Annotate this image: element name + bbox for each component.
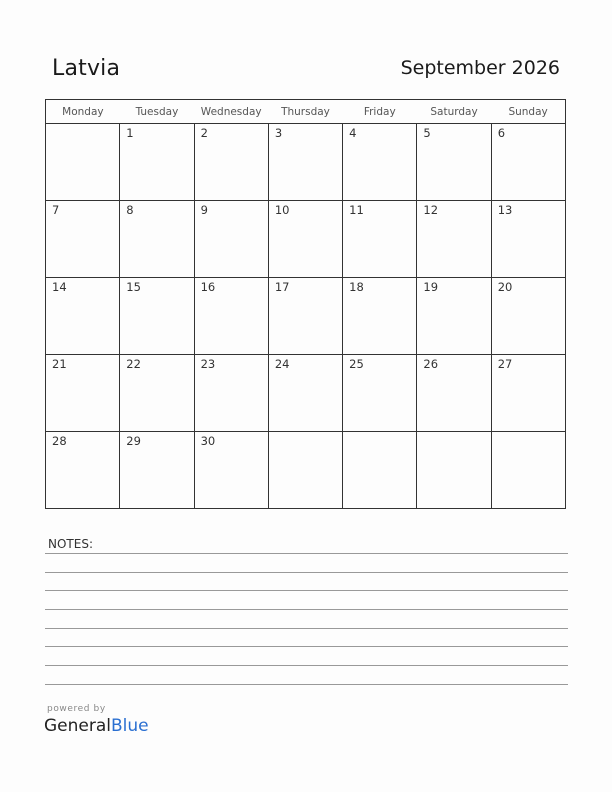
week-row bbox=[46, 201, 566, 278]
note-line bbox=[45, 628, 568, 629]
day-cell bbox=[491, 201, 565, 278]
calendar-grid bbox=[45, 99, 566, 509]
day-number: 26 bbox=[423, 357, 439, 371]
day-number: 13 bbox=[497, 203, 513, 217]
note-line bbox=[45, 665, 568, 666]
day-cell bbox=[46, 432, 120, 509]
day-cell bbox=[194, 201, 268, 278]
note-line bbox=[45, 646, 568, 647]
note-line bbox=[45, 572, 568, 573]
weekday-header: Tuesday bbox=[120, 100, 194, 124]
weekday-header: Saturday bbox=[417, 100, 491, 124]
day-number: 4 bbox=[349, 126, 357, 140]
note-line bbox=[45, 609, 568, 610]
day-cell bbox=[46, 278, 120, 355]
day-cell bbox=[120, 124, 194, 201]
weekday-header: Friday bbox=[343, 100, 417, 124]
day-cell bbox=[343, 278, 417, 355]
note-line bbox=[45, 684, 568, 685]
day-number: 14 bbox=[52, 280, 67, 294]
day-cell bbox=[491, 124, 565, 201]
day-number bbox=[492, 432, 565, 434]
note-line bbox=[45, 590, 568, 591]
day-cell bbox=[194, 278, 268, 355]
day-cell bbox=[194, 355, 268, 432]
day-cell bbox=[194, 432, 268, 509]
day-cell bbox=[120, 355, 194, 432]
day-cell bbox=[343, 432, 417, 509]
day-number: 7 bbox=[52, 203, 60, 217]
day-number: 12 bbox=[423, 203, 439, 217]
day-cell bbox=[491, 278, 565, 355]
week-row bbox=[46, 124, 566, 201]
day-number: 25 bbox=[349, 357, 364, 371]
day-cell bbox=[343, 355, 417, 432]
day-number: 21 bbox=[52, 357, 67, 371]
day-number: 5 bbox=[423, 126, 431, 140]
day-number: 27 bbox=[497, 357, 513, 371]
day-cell bbox=[417, 355, 491, 432]
powered-by-text: powered by bbox=[47, 704, 106, 714]
day-number: 28 bbox=[52, 434, 67, 448]
day-cell bbox=[268, 432, 342, 509]
day-number: 6 bbox=[497, 126, 506, 140]
day-number: 17 bbox=[274, 280, 290, 294]
day-cell bbox=[268, 201, 342, 278]
day-number: 24 bbox=[274, 357, 290, 371]
week-row bbox=[46, 278, 566, 355]
day-number: 29 bbox=[126, 434, 141, 448]
day-number: 15 bbox=[126, 280, 141, 294]
day-cell bbox=[120, 432, 194, 509]
day-cell bbox=[268, 124, 342, 201]
day-cell bbox=[120, 201, 194, 278]
month-year-title: September 2026 bbox=[400, 57, 560, 79]
day-number: 22 bbox=[126, 357, 141, 371]
day-number: 2 bbox=[200, 126, 208, 140]
day-cell bbox=[491, 355, 565, 432]
weekday-header: Wednesday bbox=[194, 100, 268, 124]
day-cell bbox=[268, 278, 342, 355]
day-number bbox=[417, 432, 490, 434]
notes-label: NOTES: bbox=[48, 537, 93, 551]
brand-general: General bbox=[44, 716, 111, 736]
day-number bbox=[343, 432, 416, 434]
weekday-header: Monday bbox=[46, 100, 120, 124]
day-cell bbox=[417, 432, 491, 509]
day-cell bbox=[268, 355, 342, 432]
country-title: Latvia bbox=[52, 56, 121, 81]
day-number: 1 bbox=[126, 126, 134, 140]
day-cell bbox=[417, 278, 491, 355]
day-cell bbox=[46, 355, 120, 432]
brand-blue: Blue bbox=[111, 716, 149, 736]
day-cell bbox=[46, 124, 120, 201]
day-number: 9 bbox=[200, 203, 208, 217]
day-number: 8 bbox=[126, 203, 134, 217]
day-cell bbox=[46, 201, 120, 278]
day-cell bbox=[194, 124, 268, 201]
generalblue-logo bbox=[44, 716, 149, 736]
day-number: 3 bbox=[274, 126, 283, 140]
weekday-header: Thursday bbox=[268, 100, 342, 124]
day-number: 18 bbox=[349, 280, 364, 294]
weekday-header-row bbox=[46, 100, 566, 124]
week-row bbox=[46, 432, 566, 509]
day-cell bbox=[417, 201, 491, 278]
day-cell bbox=[120, 278, 194, 355]
week-row bbox=[46, 355, 566, 432]
day-number: 23 bbox=[200, 357, 216, 371]
day-cell bbox=[343, 124, 417, 201]
note-line bbox=[45, 553, 568, 554]
day-number bbox=[46, 124, 119, 126]
day-number: 16 bbox=[200, 280, 216, 294]
day-number: 10 bbox=[274, 203, 290, 217]
day-number: 11 bbox=[349, 203, 364, 217]
weekday-header: Sunday bbox=[491, 100, 565, 124]
day-cell bbox=[491, 432, 565, 509]
day-cell bbox=[343, 201, 417, 278]
day-cell bbox=[417, 124, 491, 201]
day-number: 19 bbox=[423, 280, 439, 294]
day-number: 30 bbox=[200, 434, 216, 448]
day-number bbox=[269, 432, 342, 434]
day-number: 20 bbox=[497, 280, 513, 294]
